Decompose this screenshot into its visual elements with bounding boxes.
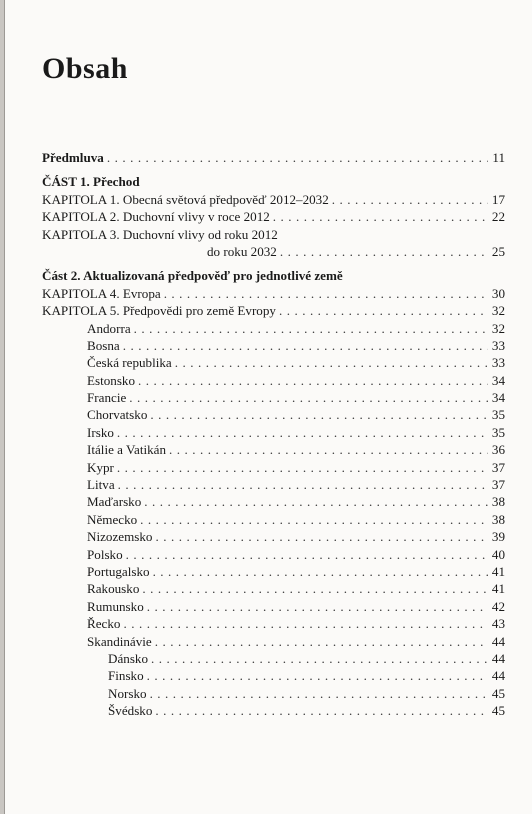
leader-dots: [140, 511, 488, 528]
toc-entry-country: [42, 598, 505, 615]
leader-dots: [155, 633, 488, 650]
toc-entry-country: [42, 476, 505, 493]
leader-dots: [155, 528, 488, 545]
toc-page-number: 37: [491, 459, 505, 475]
toc-entry-label: Skandinávie: [87, 633, 152, 649]
leader-dots: [164, 285, 488, 302]
leader-dots: [153, 563, 488, 580]
toc-page-number: 30: [491, 285, 505, 301]
leader-dots: [150, 685, 488, 702]
leader-dots: [279, 302, 488, 319]
leader-dots: [150, 406, 488, 423]
toc-entry-label: Kypr: [87, 459, 114, 475]
toc-page-number: 44: [491, 650, 505, 666]
toc-entry-label: Německo: [87, 511, 138, 527]
leader-dots: [332, 191, 488, 208]
toc-page-number: 38: [491, 511, 505, 527]
toc-entry-country: [42, 354, 505, 371]
toc-entry-label: Česká republika: [87, 355, 172, 371]
toc-entry-label: Předmluva: [42, 150, 104, 165]
book-page: [4, 0, 532, 814]
toc-entry-label: Irsko: [87, 424, 114, 440]
toc-entry-country: [42, 337, 505, 354]
toc-page-number: 44: [491, 668, 505, 684]
leader-dots: [123, 615, 488, 632]
toc-entry-country: [42, 459, 505, 476]
toc-entry-country: [42, 406, 505, 423]
toc-entry-subcountry: [42, 667, 505, 684]
toc-entry-chapter5: [42, 302, 505, 319]
leader-dots: [155, 702, 488, 719]
toc-entry-label: Norsko: [108, 685, 147, 701]
leader-dots: [147, 598, 488, 615]
toc-entry-label: KAPITOLA 2. Duchovní vlivy v roce 2012: [42, 209, 270, 225]
toc-entry-label: Nizozemsko: [87, 529, 153, 545]
leader-dots: [126, 546, 488, 563]
toc-entry-label: Chorvatsko: [87, 407, 148, 423]
toc-entry-country: [42, 633, 505, 650]
part1-heading: ČÁST 1. Přechod: [42, 174, 140, 190]
leader-dots: [144, 493, 488, 510]
toc-page-number: 11: [492, 150, 505, 165]
toc-entry-label: KAPITOLA 4. Evropa: [42, 285, 161, 301]
toc-entry-label: Portugalsko: [87, 563, 150, 579]
leader-dots: [107, 149, 488, 166]
toc-entry-label: Dánsko: [108, 650, 149, 666]
toc-entry-label: Itálie a Vatikán: [87, 442, 167, 458]
leader-dots: [117, 459, 488, 476]
leader-dots: [142, 580, 488, 597]
toc-entry-subcountry: [42, 685, 505, 702]
toc-entry-label: Řecko: [87, 616, 121, 632]
leader-dots: [138, 372, 488, 389]
toc-entry-chapter3-line1: KAPITOLA 3. Duchovní vlivy od roku 2012: [42, 226, 278, 242]
toc-page-number: 41: [491, 581, 505, 597]
toc-entry-label: Andorra: [87, 320, 131, 336]
toc-entry-country: [42, 372, 505, 389]
leader-dots: [117, 424, 488, 441]
leader-dots: [175, 354, 488, 371]
toc-entry-label: KAPITOLA 5. Předpovědi pro země Evropy: [42, 303, 276, 319]
part2-heading: Část 2. Aktualizovaná předpověď pro jednotlivé země: [42, 268, 343, 284]
leader-dots: [169, 441, 488, 458]
toc-entry-country: [42, 580, 505, 597]
toc-page-number: 34: [491, 390, 505, 406]
toc-entry-country: [42, 320, 505, 337]
toc-entry-label: Litva: [87, 477, 115, 493]
leader-dots: [134, 320, 488, 337]
toc-entry-label: do roku 2032: [207, 243, 277, 259]
toc-page-number: 39: [491, 529, 505, 545]
toc-entry-subcountry: [42, 650, 505, 667]
toc-page-number: 25: [491, 243, 505, 259]
toc-page-number: 34: [491, 372, 505, 388]
toc-entry-label: Rakousko: [87, 581, 140, 597]
leader-dots: [147, 667, 488, 684]
toc-entry-label: Polsko: [87, 546, 123, 562]
toc-entry-label: Estonsko: [87, 372, 136, 388]
toc-page-number: 35: [491, 424, 505, 440]
toc-page-number: 35: [491, 407, 505, 423]
toc-page-number: 38: [491, 494, 505, 510]
leader-dots: [273, 208, 488, 225]
toc-entry-country: [42, 546, 505, 563]
toc-page-number: 22: [491, 209, 505, 225]
toc-page-number: 44: [491, 633, 505, 649]
leader-dots: [118, 476, 488, 493]
leader-dots: [123, 337, 488, 354]
toc-entry-subcountry: [42, 702, 505, 719]
toc-page-number: 41: [491, 563, 505, 579]
toc-entry-chapter4: [42, 285, 505, 302]
toc-entry-country: [42, 441, 505, 458]
toc-entry-label: Bosna: [87, 337, 120, 353]
toc-entry-country: [42, 563, 505, 580]
toc-entry-preface: [42, 149, 505, 166]
page-title: Obsah: [42, 52, 128, 85]
toc-entry-country: [42, 615, 505, 632]
toc-entry-label: Finsko: [108, 668, 144, 684]
toc-page-number: 43: [491, 616, 505, 632]
leader-dots: [129, 389, 488, 406]
toc-entry-country: [42, 493, 505, 510]
leader-dots: [280, 243, 488, 260]
toc-entry-country: [42, 424, 505, 441]
toc-entry-chapter2: [42, 208, 505, 225]
toc-page-number: 36: [491, 442, 505, 458]
table-of-contents: [42, 149, 505, 720]
toc-entry-chapter1: [42, 191, 505, 208]
leader-dots: [151, 650, 488, 667]
toc-entry-country: [42, 389, 505, 406]
toc-entry-label: Maďarsko: [87, 494, 142, 510]
toc-entry-label: Francie: [87, 390, 127, 406]
toc-entry-country: [42, 528, 505, 545]
toc-entry-label: Švédsko: [108, 703, 153, 719]
toc-page-number: 33: [491, 337, 505, 353]
toc-page-number: 45: [491, 703, 505, 719]
toc-entry-country: [42, 511, 505, 528]
toc-entry-label: Rumunsko: [87, 598, 144, 614]
toc-page-number: 37: [491, 477, 505, 493]
toc-entry-chapter3-line2: [42, 243, 505, 260]
toc-page-number: 17: [491, 191, 505, 207]
toc-page-number: 32: [491, 303, 505, 319]
toc-page-number: 42: [491, 598, 505, 614]
toc-page-number: 40: [491, 546, 505, 562]
toc-page-number: 33: [491, 355, 505, 371]
toc-page-number: 45: [491, 685, 505, 701]
toc-entry-label: KAPITOLA 1. Obecná světová předpověď 2012–2032: [42, 191, 329, 207]
toc-page-number: 32: [491, 320, 505, 336]
